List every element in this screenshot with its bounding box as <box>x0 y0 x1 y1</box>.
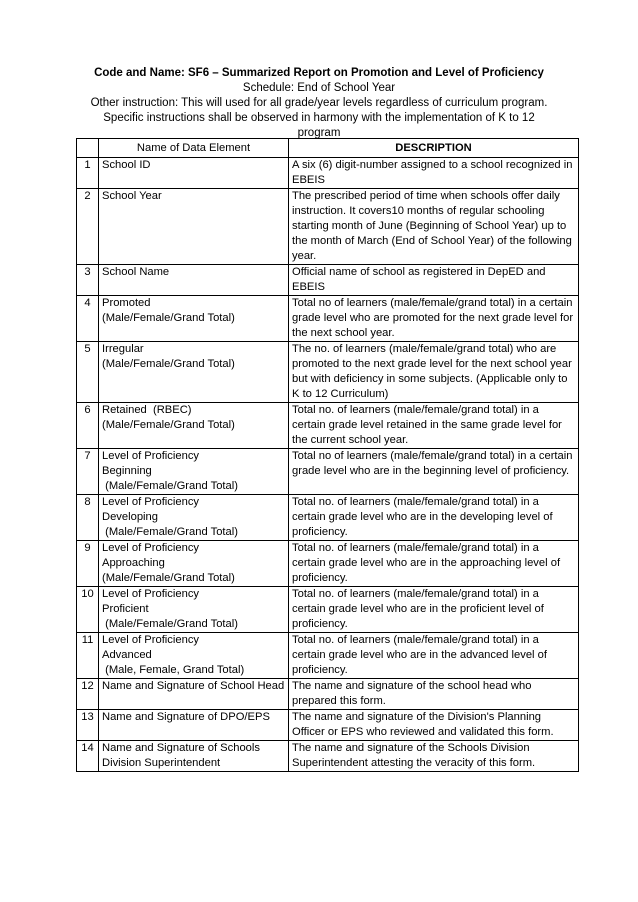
schedule-line: Schedule: End of School Year <box>242 82 396 94</box>
table-row <box>77 633 579 679</box>
data-element-name <box>99 541 289 587</box>
data-element-description: Total no. of learners (male/female/grand total) in a certain grade level who are in the advanced level of proficiency. <box>289 633 579 679</box>
table-row <box>77 495 579 541</box>
data-element-description: Official name of school as registered in DepED and EBEIS <box>289 265 579 296</box>
data-element-name-line: Advanced <box>102 649 152 661</box>
data-element-name <box>99 342 289 403</box>
table-body <box>77 158 579 772</box>
row-number: 5 <box>77 342 99 403</box>
table-header-row <box>77 139 579 158</box>
data-element-description: Total no. of learners (male/female/grand total) in a certain grade level retained in the same grade level for the current school year. <box>289 403 579 449</box>
data-element-name-line: (Male/Female/Grand Total) <box>102 526 238 538</box>
row-number: 10 <box>77 587 99 633</box>
data-element-name-line: Proficient <box>102 603 149 615</box>
data-element-name-line: Irregular <box>102 343 144 355</box>
data-element-name <box>99 679 289 710</box>
data-element-name <box>99 296 289 342</box>
data-element-name-line: Level of Proficiency <box>102 542 200 554</box>
data-element-description: The name and signature of the school head who prepared this form. <box>289 679 579 710</box>
data-element-name-line: (Male/Female/Grand Total) <box>102 480 238 492</box>
data-element-name-line: School ID <box>102 159 151 171</box>
table-row <box>77 741 579 772</box>
table-row <box>77 710 579 741</box>
header-name-cell: Name of Data Element <box>99 139 289 158</box>
data-element-table <box>76 138 579 772</box>
table-row <box>77 403 579 449</box>
row-number: 13 <box>77 710 99 741</box>
row-number: 11 <box>77 633 99 679</box>
table-row <box>77 158 579 189</box>
data-element-name <box>99 710 289 741</box>
data-element-description: The prescribed period of time when schools offer daily instruction. It covers10 months of regular schooling starting month of June (Beginning of School Year) up to the month of March (End of School Year) of the following year. <box>289 189 579 265</box>
data-element-name-line: Retained (RBEC) <box>102 404 192 416</box>
table-row <box>77 679 579 710</box>
row-number: 12 <box>77 679 99 710</box>
data-element-name <box>99 495 289 541</box>
table-row <box>77 587 579 633</box>
data-element-description: The name and signature of the Schools Division Superintendent attesting the veracity of this form. <box>289 741 579 772</box>
data-element-name <box>99 633 289 679</box>
data-element-description: Total no of learners (male/female/grand total) in a certain grade level who are promoted for the next grade level for the next school year. <box>289 296 579 342</box>
data-element-name-line: Division Superintendent <box>102 757 221 769</box>
data-element-name-line: Name and Signature of School Head <box>102 680 285 692</box>
row-number: 3 <box>77 265 99 296</box>
row-number: 1 <box>77 158 99 189</box>
table-row <box>77 342 579 403</box>
data-element-name <box>99 189 289 265</box>
data-element-name-line: Approaching <box>102 557 165 569</box>
table-row <box>77 265 579 296</box>
data-element-name-line: School Year <box>102 190 162 202</box>
row-number: 6 <box>77 403 99 449</box>
table-row <box>77 541 579 587</box>
data-element-name <box>99 403 289 449</box>
data-element-name-line: (Male, Female, Grand Total) <box>102 664 245 676</box>
data-element-description: Total no of learners (male/female/grand total) in a certain grade level who are in the beginning level of proficiency. <box>289 449 579 495</box>
data-element-name-line: (Male/Female/Grand Total) <box>102 572 235 584</box>
data-element-name-line: Name and Signature of DPO/EPS <box>102 711 270 723</box>
data-element-name-line: Level of Proficiency <box>102 496 200 508</box>
row-number: 2 <box>77 189 99 265</box>
data-element-name-line: (Male/Female/Grand Total) <box>102 618 238 630</box>
data-element-description: Total no. of learners (male/female/grand total) in a certain grade level who are in the proficient level of proficiency. <box>289 587 579 633</box>
data-element-description: Total no. of learners (male/female/grand total) in a certain grade level who are in the developing level of proficiency. <box>289 495 579 541</box>
data-element-name-line: Beginning <box>102 465 152 477</box>
data-element-description: The no. of learners (male/female/grand total) who are promoted to the next grade level for the next school year but with deficiency in some subjects. (Applicable only to K to 12 Curriculum) <box>289 342 579 403</box>
data-element-name-line: School Name <box>102 266 170 278</box>
row-number: 8 <box>77 495 99 541</box>
data-element-name-line: (Male/Female/Grand Total) <box>102 358 235 370</box>
data-element-name <box>99 265 289 296</box>
data-element-name-line: Level of Proficiency <box>102 588 200 600</box>
row-number: 7 <box>77 449 99 495</box>
data-element-name <box>99 587 289 633</box>
data-element-name-line: Name and Signature of Schools <box>102 742 260 754</box>
table-row <box>77 296 579 342</box>
data-element-name <box>99 449 289 495</box>
table-row <box>77 449 579 495</box>
data-element-name-line: Level of Proficiency <box>102 450 200 462</box>
header-number-cell <box>77 139 99 158</box>
row-number: 4 <box>77 296 99 342</box>
data-element-description: The name and signature of the Division's Planning Officer or EPS who reviewed and validated this form. <box>289 710 579 741</box>
data-element-description: A six (6) digit-number assigned to a school recognized in EBEIS <box>289 158 579 189</box>
data-element-name-line: Promoted <box>102 297 151 309</box>
data-element-name-line: (Male/Female/Grand Total) <box>102 312 235 324</box>
data-element-name <box>99 741 289 772</box>
table-row <box>77 189 579 265</box>
data-element-name-line: Developing <box>102 511 158 523</box>
row-number: 9 <box>77 541 99 587</box>
row-number: 14 <box>77 741 99 772</box>
instruction-text: Other instruction: This will used for all grade/year levels regardless of curriculum program. Specific instructions shall be observed in harmony with the implementation of K to 12 program <box>90 97 548 139</box>
data-element-description: Total no. of learners (male/female/grand total) in a certain grade level who are in the approaching level of proficiency. <box>289 541 579 587</box>
data-element-name-line: (Male/Female/Grand Total) <box>102 419 235 431</box>
document-title: Code and Name: SF6 – Summarized Report on Promotion and Level of Proficiency <box>94 67 544 79</box>
document-header <box>0 66 638 141</box>
data-element-name-line: Level of Proficiency <box>102 634 200 646</box>
header-description-cell: DESCRIPTION <box>289 139 579 158</box>
data-element-name <box>99 158 289 189</box>
